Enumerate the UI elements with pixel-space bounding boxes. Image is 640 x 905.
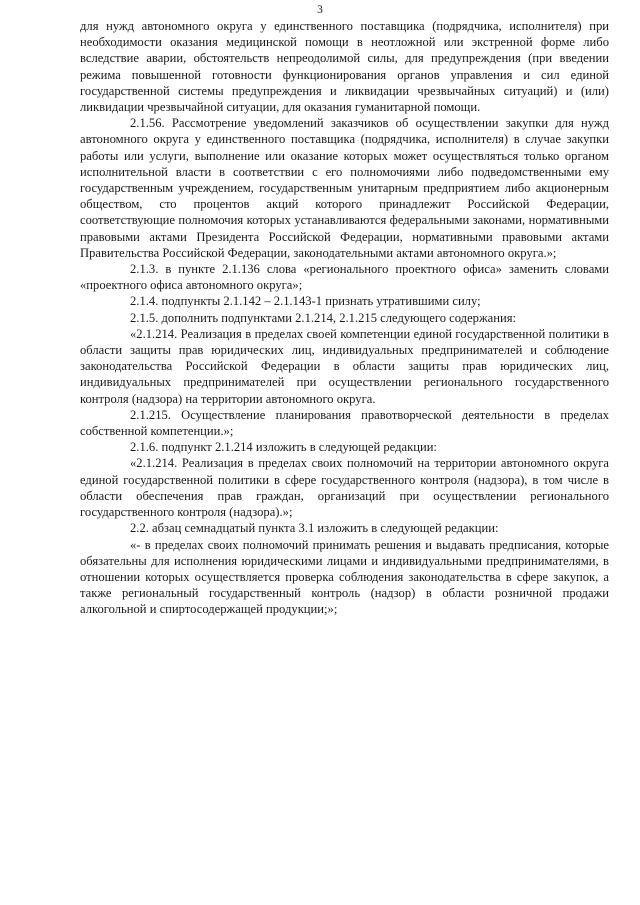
paragraph-continuation: для нужд автономного округа у единственного поставщика (подрядчика, исполнителя) при необходимости оказания медицинской помощи в неотложной или экстренной форме либо вследствие аварии, обстоятельств непреодолимой силы, для предупреждения (при введении режима повышенной готовности функционирования органов управления и сил единой государственной системы предупреждения и ликвидации чрезвычайных ситуаций) и (или) ликвидации чрезвычайной ситуации, для оказания гуманитарной помощи.	[80, 19, 609, 115]
paragraph-2-1-3: 2.1.3. в пункте 2.1.136 слова «регионального проектного офиса» заменить словами «проектного офиса автономного округа»;	[80, 262, 609, 293]
paragraph-quote-authority: «- в пределах своих полномочий принимать решения и выдавать предписания, которые обязательны для исполнения юридическими лицами и индивидуальными предпринимателями, в отношении которых осуществляется проверка соблюдения законодательства в сфере закупок, а также региональный государственный контроль (надзор) в области розничной продажи алкогольной и спиртосодержащей продукции;»;	[80, 537, 609, 617]
paragraph-2-1-56: 2.1.56. Рассмотрение уведомлений заказчиков об осуществлении закупки для нужд автономного округа у единственного поставщика (подрядчика, исполнителя) в случае закупки работы или услуги, выполнение или оказание которых может осуществляться только органом исполнительной власти в соответствии с его полномочиями либо подведомственными ему государственным учреждением, государственным унитарным предприятием либо акционерным обществом, сто процентов акций которого принадлежит Российской Федерации, соответствующие полномочия которых устанавливаются федеральными законами, нормативными правовыми актами Президента Российской Федерации, нормативными правовыми актами Правительства Российской Федерации, законодательными актами автономного округа.»;	[80, 116, 609, 260]
paragraph-2-1-215: 2.1.215. Осуществление планирования правотворческой деятельности в пределах собственной компетенции.»;	[80, 407, 609, 439]
paragraph-2-1-6: 2.1.6. подпункт 2.1.214 изложить в следующей редакции:	[130, 440, 437, 455]
page-number: 3	[317, 4, 323, 16]
paragraph-2-1-214-new: «2.1.214. Реализация в пределах своей компетенции единой государственной политики в области защиты прав юридических лиц, индивидуальных предпринимателей и соблюдение законодательства Российской Федерации в области защиты прав юридических лиц, индивидуальных предпринимателей при осуществлении регионального государственного контроля (надзора) на территории автономного округа.	[80, 326, 609, 406]
paragraph-2-2: 2.2. абзац семнадцатый пункта 3.1 изложить в следующей редакции:	[130, 521, 499, 536]
paragraph-2-1-5: 2.1.5. дополнить подпунктами 2.1.214, 2.1.215 следующего содержания:	[130, 310, 517, 325]
paragraph-2-1-214-revised: «2.1.214. Реализация в пределах своих полномочий на территории автономного округа единой государственной политики в сфере государственного контроля (надзора), в том числе в области обеспечения прав граждан, организаций при осуществлении регионального государственного контроля (надзора).»;	[80, 456, 609, 520]
document-body	[80, 18, 609, 618]
paragraph-2-1-4: 2.1.4. подпункты 2.1.142 – 2.1.143-1 признать утратившими силу;	[130, 294, 481, 309]
